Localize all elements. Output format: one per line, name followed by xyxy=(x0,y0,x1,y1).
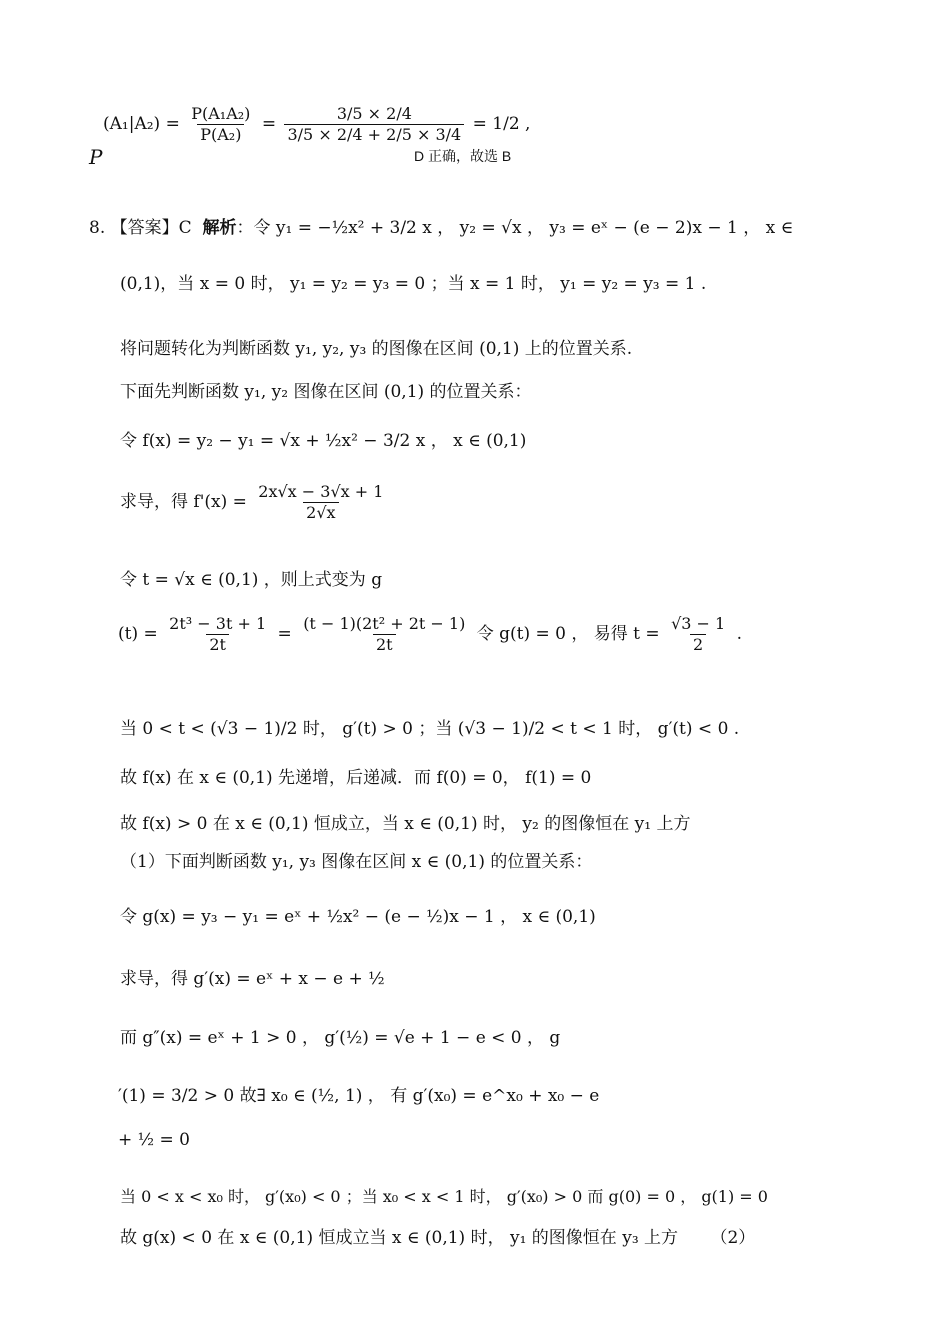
q8-line12: （1）下面判断函数 y₁, y₃ 图像在区间 x ∈ (0,1) 的位置关系： xyxy=(120,852,593,872)
q8-line8-suffix: 令 g(t) = 0 ， 易得 t = xyxy=(476,624,666,644)
prob-p-label: P xyxy=(89,145,103,169)
prob-left-fraction xyxy=(188,104,253,145)
q8-line3: 将问题转化为判断函数 y₁, y₂, y₃ 的图像在区间 (0,1) 上的位置关系. xyxy=(120,339,633,359)
answer-tag: 【答案】C xyxy=(110,218,192,238)
prob-left-den: P(A₂) xyxy=(197,124,244,145)
q8-line19 xyxy=(120,1228,755,1248)
q8-line8: (t) = $\frac{\text{2t³ − 3t + 1}}{2t}$ = $\frac{\text{(t − 1)(2t² + 2t − 1)}}{2t}$ 令 g(t) = 0 ， 易得 t = $\frac{√3 - 1}{2}$ . xyxy=(118,614,743,654)
q8-line6-fraction xyxy=(255,482,386,523)
q8-line13: 令 g(x) = y₃ − y₁ = eˣ + ½x² − (e − ½)x − 1 ， x ∈ (0,1) xyxy=(120,907,596,927)
q8-line6-den: 2√x xyxy=(303,502,338,523)
q8-line9: 当 0 < t < (√3 − 1)/2 时， g′(t) > 0 ；当 (√3 − 1)/2 < t < 1 时， g′(t) < 0 . xyxy=(120,719,740,739)
q8-line5: 令 f(x) = y₂ − y₁ = √x + ½x² − 3/2 x ， x ∈ (0,1) xyxy=(120,431,527,451)
q8-line11: 故 f(x) > 0 在 x ∈ (0,1) 恒成立，当 x ∈ (0,1) 时， y₂ 的图像恒在 y₁ 上方 xyxy=(120,814,691,834)
q8-line18: 当 0 < x < x₀ 时， g′(x₀) < 0 ；当 x₀ < x < 1 时， g′(x₀) > 0 而 g(0) = 0 ， g(1) = 0 xyxy=(120,1187,768,1206)
prob-eq2: = xyxy=(472,114,487,134)
prob-result: 1/2 xyxy=(492,114,520,134)
q8-number: 8 xyxy=(89,218,100,238)
q8-line1: 8. 【答案】C 解析：令 y₁ = −½x² + 3/2 x ， y₂ = √x ， y₃ = eˣ − (e − 2)x − 1 ， x ∈ xyxy=(89,218,794,238)
prob-big-den: 3/5 × 2/4 + 2/5 × 3/4 xyxy=(284,124,464,145)
q8-line6 xyxy=(120,482,389,523)
q8-line8-rden: 2 xyxy=(690,634,706,655)
q8-line8-den2: 2t xyxy=(373,634,396,655)
q8-line8-den1: 2t xyxy=(206,634,229,655)
prob-note: D 正确，故选 B xyxy=(414,148,512,164)
q8-line19-tag: （2） xyxy=(710,1228,756,1248)
q8-line19-text: 故 g(x) < 0 在 x ∈ (0,1) 恒成立当 x ∈ (0,1) 时， y₁ 的图像恒在 y₃ 上方 xyxy=(120,1228,679,1248)
q8-line2: (0,1)，当 x = 0 时， y₁ = y₂ = y₃ = 0 ；当 x = 1 时， y₁ = y₂ = y₃ = 1 . xyxy=(120,274,707,294)
prob-comma: , xyxy=(525,114,531,134)
q8-line8-rnum: √3 − 1 xyxy=(671,614,726,633)
prob-big-num: 3/5 × 2/4 xyxy=(336,104,412,123)
probability-formula xyxy=(103,104,530,145)
q8-line7: 令 t = √x ∈ (0,1) ，则上式变为 g xyxy=(120,570,383,590)
q8-line1-text: ：令 y₁ = −½x² + 3/2 x ， y₂ = √x ， y₃ = eˣ − (e − 2)x − 1 ， x ∈ xyxy=(236,218,794,238)
q8-line8-root-frac xyxy=(668,614,728,655)
prob-prefix: (A₁|A₂) = xyxy=(103,114,186,134)
q8-line8-end: . xyxy=(736,624,743,644)
q8-line17: + ½ = 0 xyxy=(118,1130,190,1150)
prob-eq1: = xyxy=(261,114,277,134)
q8-line8-num1: 2t³ − 3t + 1 xyxy=(169,614,267,633)
q8-line14: 求导，得 g′(x) = eˣ + x − e + ½ xyxy=(120,969,385,989)
q8-line4: 下面先判断函数 y₁, y₂ 图像在区间 (0,1) 的位置关系： xyxy=(120,382,532,402)
q8-line6-num: 2x√x − 3√x + 1 xyxy=(258,482,384,501)
analysis-label: 解析 xyxy=(202,218,237,238)
q8-line8-frac2 xyxy=(300,614,468,655)
q8-line16: ′(1) = 3/2 > 0 故∃ x₀ ∈ (½, 1) ， 有 g′(x₀) = e^x₀ + x₀ − e xyxy=(118,1086,600,1106)
prob-big-fraction xyxy=(284,104,464,145)
q8-line15: 而 g″(x) = eˣ + 1 > 0 ， g′(½) = √e + 1 − e < 0 ， g xyxy=(120,1028,561,1048)
prob-left-num: P(A₁A₂) xyxy=(191,104,251,123)
q8-line10: 故 f(x) 在 x ∈ (0,1) 先递增，后递减．而 f(0) = 0， f(1) = 0 xyxy=(120,768,592,788)
q8-line8-frac1 xyxy=(166,614,269,655)
q8-line6-prefix: 求导，得 f'(x) = xyxy=(120,492,253,512)
q8-line8-num2: (t − 1)(2t² + 2t − 1) xyxy=(303,614,466,633)
q8-line8-prefix: (t) = xyxy=(118,624,164,644)
